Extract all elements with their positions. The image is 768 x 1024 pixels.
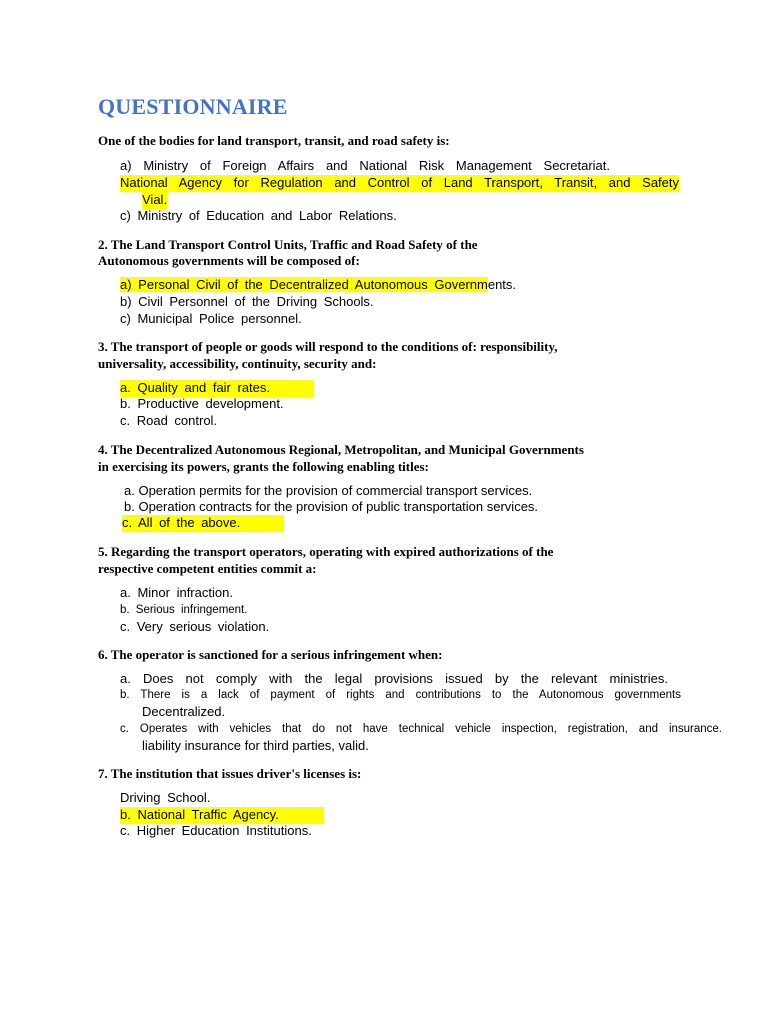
q1-option-a: a) Ministry of Foreign Affairs and National Risk Management Secretariat. [120,158,610,173]
page-title: QUESTIONNAIRE [98,94,288,119]
q1-option-b-line1: National Agency for Regulation and Control of Land Transport, Transit, and Safety [120,175,679,190]
q6-option-b-line2: Decentralized. [142,704,226,719]
question-2-line2: Autonomous governments will be composed of: [98,253,360,268]
q1-option-b-line2: Vial. [142,192,168,207]
question-3-line2: universality, accessibility, continuity, security and: [98,356,377,371]
question-3-line1: 3. The transport of people or goods will respond to the conditions of: responsibility, [98,339,558,354]
q2-option-a-rest: ents. [487,277,517,292]
q4-option-c: c. All of the above. [122,515,284,532]
q6-option-c-line2: liability insurance for third parties, valid. [142,738,369,753]
q7-option-b: b. National Traffic Agency. [120,807,324,824]
q5-option-a: a. Minor infraction. [120,585,233,600]
q5-option-c: c. Very serious violation. [120,619,270,634]
q6-option-c-line1: c. Operates with vehicles that do not have technical vehicle inspection, registration, and insurance. [120,723,722,735]
q1-option-c: c) Ministry of Education and Labor Relations. [120,208,397,223]
q6-option-a: a. Does not comply with the legal provisions issued by the relevant ministries. [120,671,668,686]
question-6: 6. The operator is sanctioned for a serious infringement when: [98,647,443,662]
q2-option-a [120,277,516,294]
question-1: One of the bodies for land transport, transit, and road safety is: [98,133,450,148]
q3-option-b: b. Productive development. [120,396,284,411]
question-5-line1: 5. Regarding the transport operators, operating with expired authorizations of the [98,544,554,559]
question-5-line2: respective competent entities commit a: [98,561,317,576]
q3-option-a: a. Quality and fair rates. [120,380,314,397]
question-7: 7. The institution that issues driver's licenses is: [98,766,362,781]
q7-option-a: Driving School. [120,790,211,805]
q4-option-a: a. Operation permits for the provision of commercial transport services. [124,483,533,498]
q6-option-b-line1: b. There is a lack of payment of rights and contributions to the Autonomous governments [120,689,681,701]
q5-option-b: b. Serious infringement. [120,604,248,616]
question-2-line1: 2. The Land Transport Control Units, Traffic and Road Safety of the [98,237,478,252]
q7-option-c: c. Higher Education Institutions. [120,823,312,838]
q4-option-b: b. Operation contracts for the provision of public transportation services. [124,499,539,514]
q3-option-c: c. Road control. [120,413,218,428]
question-4-line1: 4. The Decentralized Autonomous Regional, Metropolitan, and Municipal Governments [98,442,584,457]
q2-option-a-highlight: a) Personal Civil of the Decentralized Autonomous Governm [120,277,488,292]
q2-option-b: b) Civil Personnel of the Driving Schools. [120,294,374,309]
question-4-line2: in exercising its powers, grants the following enabling titles: [98,459,429,474]
q2-option-c: c) Municipal Police personnel. [120,311,302,326]
